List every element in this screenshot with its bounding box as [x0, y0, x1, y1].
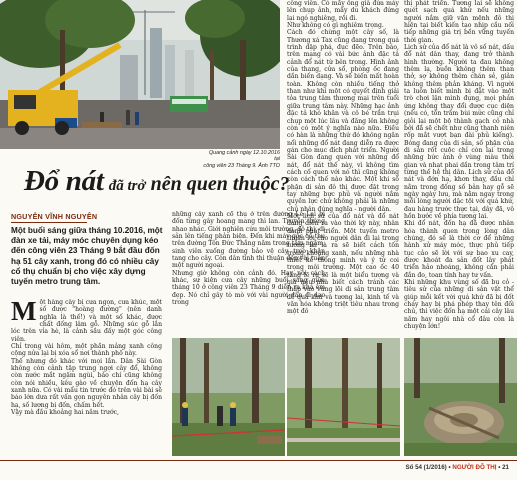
fallen-tree-stump-photo	[404, 338, 517, 456]
body-column-3	[287, 0, 399, 338]
headline-part-2: đã trở	[108, 178, 146, 194]
col4-paragraph-2: Lịch sử của đổ nát là vô số nát, dấu đổ nát dân thay, đang trở thành hình thường. Người ta đau không thêm lạ, buồn không thêm than thở, sợ không thêm chán sẻ, giản không thêm phản kháng. Vì người ta luôn biết mình bị đặt vào một trò chơi lặn mình đụng, mọi phản ứng không thay đổi được cục diện (nếu có, tốn trăm bùi mức cũng chỉ giỏi lại một bộ thành gạch cỏ nhà bởi đã sẽ chết như cũng thanh niên rốp mắt vượt bạn đài phủ kiếng). Bóng đang của di sản, số phận của di sản rốt cuộc chỉ còn lại trong những bức ảnh ở vùng màu thời gian và nhạt phai dần trong tâm trí từng thế hệ thị dân. Lịch sử của đổ nát và đớn hạ, khơn thay, đầu chỉ nằm trong đống số bản hay gỗ sẽ ngày ngày lưu, mà nằm ngay trong mỗi lòng người dặc tội với quá khứ, đau hàng trước thực tại, dây đã, vô hồn bước về phía tương lai.	[404, 44, 514, 220]
drop-cap: M	[11, 299, 37, 326]
col2-paragraph-1: những cây xanh cổ thụ ở trên đường Lê Lai bị đốn từng gây hoang mang thì lan. Truyền thông nhao nhác. Giới nghiên cứu môi trường, đô thị, di sản lên tiếng phản biện. Đến khi máy gốc cổ thụ trên đường Tôn Đức Thắng năm trong tầm ngắm, sinh viên xuống đường bảo vệ cây, treo khăn tang cho cây. Còn dân tình thì thuận đến vài tuần một người ngoại.	[172, 211, 325, 270]
street-tree-cutting-photo	[0, 0, 280, 149]
park-trees-photo	[287, 338, 400, 456]
page-footer	[405, 464, 509, 471]
col3-paragraph-4: Một lịch sử của đổ nát và đổ nát đang diễn ra vào thời kỳ này, nhân danh phát triển. Một tuyến metro thuận lợi cho người dân đi lại trong tương lai là ra sẽ biết cách tốn trong khoảng xanh, nếu những nhà thiết kế thông minh và ý tứ coi trọng môi trường. Một cao ốc 40 tầng lẽ ra sẽ là một biểu tượng và giá nếu nhà biết cách tránh các thấp vào vùng lõi di sản trung tâm để quá khứ và tương lai, kinh tế và văn hóa không triệt tiêu nhau trong một đô	[287, 212, 399, 316]
headline-part-1: Đổ nát	[24, 165, 104, 197]
workers-cutting-trees-photo	[172, 338, 285, 456]
col3-paragraph-1: công viên. Có mấy ông già đứa máy lên chụp ảnh, mấy du khách đứng lại ngó nghiêng, rồi đi.	[287, 0, 399, 22]
col2-paragraph-2: Nhưng giờ không còn cảnh đó. Hay nói cách khác, sự kiện cưa cây những buổi sáng giữa tháng 10 ở công viên 23 Tháng 9 diễn ra khá êm đẹp. Nó chỉ gây tò mò với vài người dân đi dạo trong	[172, 269, 325, 307]
author-byline: NGUYỄN VĨNH NGUYÊN	[11, 212, 98, 221]
caption-line-2: công viên 23 Tháng 9. Ảnh TTO	[203, 162, 280, 169]
article-lead: Một buổi sáng giữa tháng 10.2016, một đàn xe tải, máy móc chuyên dụng kéo đến công viên 23 Tháng 9 bắt đầu đốn hạ 51 cây xanh, trong đó có nhiều cây cổ thụ chuẩn bị cho việc xây dựng tuyến metro trung tâm.	[11, 226, 163, 287]
caption-line-1: Quang cảnh ngày 12.10.2016 tại	[208, 150, 280, 163]
headline-part-3: nên quen thuộc?	[150, 173, 290, 195]
footer-divider	[0, 460, 517, 461]
col4-paragraph-4: Khi những khu vùng số đã bụ cỏ - tiêu sử của những di sản vật thể giúp mỗi kết với quá khứ đã bị đốt cháy hay bị phá phép thay tên đối chủ, thì việc đốn hạ một cái cây lâu năm hay ngôi nhà cổ đâu còn là chuyện lớn!	[404, 279, 514, 331]
col1-paragraph-4: Vậy mà đầu khoảng hai năm trước,	[11, 409, 119, 417]
col4-paragraph-3: Khi đổ nát, đốn hạ đã được nhân hóa thành quen trong lòng dân chúng, đó sẽ là thời cơ để những hành xử máy móc, thực phủ tiếp tục cảo sẽ lời với sự bao xu cay, được khoát đa sản đốt lây phát triển hảo nhoáng, không cần phải đắn đo, toan tính hay tư vấn.	[404, 220, 514, 279]
body-column-1	[11, 299, 162, 466]
footer-separator: •	[448, 464, 451, 471]
col1-paragraph-1: ột hàng cây bị cưa ngọn, cưa khúc, một số được "hoàng đường" (nên danh nghĩa là thế!) và một số khác, được chất đống lâm gỗ. Những súc gỗ lăn lóc trên vỉa hè, là cảnh sầu đấy một góc công viên.	[11, 299, 162, 343]
col3-paragraph-3: Cách đó chừng một cây số, là Thương xá Tax cũng đang trong quá trình dập phá, đục đẽo. Trên báo, trên mạng có vài bức ảnh đặc tả cảnh đổ nát từ bên trong. Hình ảnh của thang, cửa sổ, phòng ốc đang dần biến dạng. Và sẽ biến mất hoàn toàn. Không còn nhiều tiếng thở than như khi một có quyết định giải tỏa trung tâm thương mại trên tuổi giữa trung tâm này. Những hạc ảnh đặc tả khó khăn và cô bé trần trụi chụp một lúc lâu và đăng lên không còn có một ý nghĩa nào nữa. Điều có hàn là những thứ đó không ngăn nổi những đổ nát đang diễn ra được gán cho mục đích phát triển. Người Sài Gòn đang quen với những đổ nát, đổ nát thế này, vì không tìm cách cố quen với nó thì cũng không còn cách thế nào khác. Một khi số phận di sản đô thị được đặt trong tay những bực phủ và người nắm quyền lực chứ không phải là những chủ nhân đúng nghĩa - người dân.	[287, 29, 399, 213]
body-column-4	[404, 0, 514, 338]
col1-paragraph-2: Chỉ trong vài hôm, một phần mảng xanh công cộng nửa lại bị xóa sổ nơi thành phố này.	[11, 343, 162, 358]
footer-separator-2: •	[498, 464, 501, 471]
col4-paragraph-1: thị phát triển. Tương lai sẽ không quét sạch quá khứ nếu những người nắm giữ vận mệnh đô thị hiện tại biết kiến tạo nhịp cầu nối tiếp những giá trị bền vững tuyến thời gian.	[404, 0, 514, 44]
byline-divider	[11, 222, 87, 223]
page-number: 21	[502, 464, 509, 471]
issue-number: Số 54 (1/2016)	[405, 464, 447, 471]
publication-name: NGƯỜI ĐÔ THỊ	[452, 464, 497, 471]
article-headline	[24, 162, 290, 198]
col1-paragraph-3: Thế nhưng đó khác với mọi lần. Dân Sài Gòn không còn cảnh tập trung ngợi cây đổ, không còn nước mắt ngậm ngùi, bảo chí cũng không còn nói nhiều, kêu gào về chuyện đốn hạ cây xanh nữa. Có vài mẩu tin trước đó trên vài bài sẽ báo lớn dưa rất vấn gọn nguyên nhân cây bị đốn hạ, số lượng bị đốn, chấm hết.	[11, 357, 162, 409]
col3-paragraph-2: Như không có gì nghiêm trọng.	[287, 22, 384, 30]
